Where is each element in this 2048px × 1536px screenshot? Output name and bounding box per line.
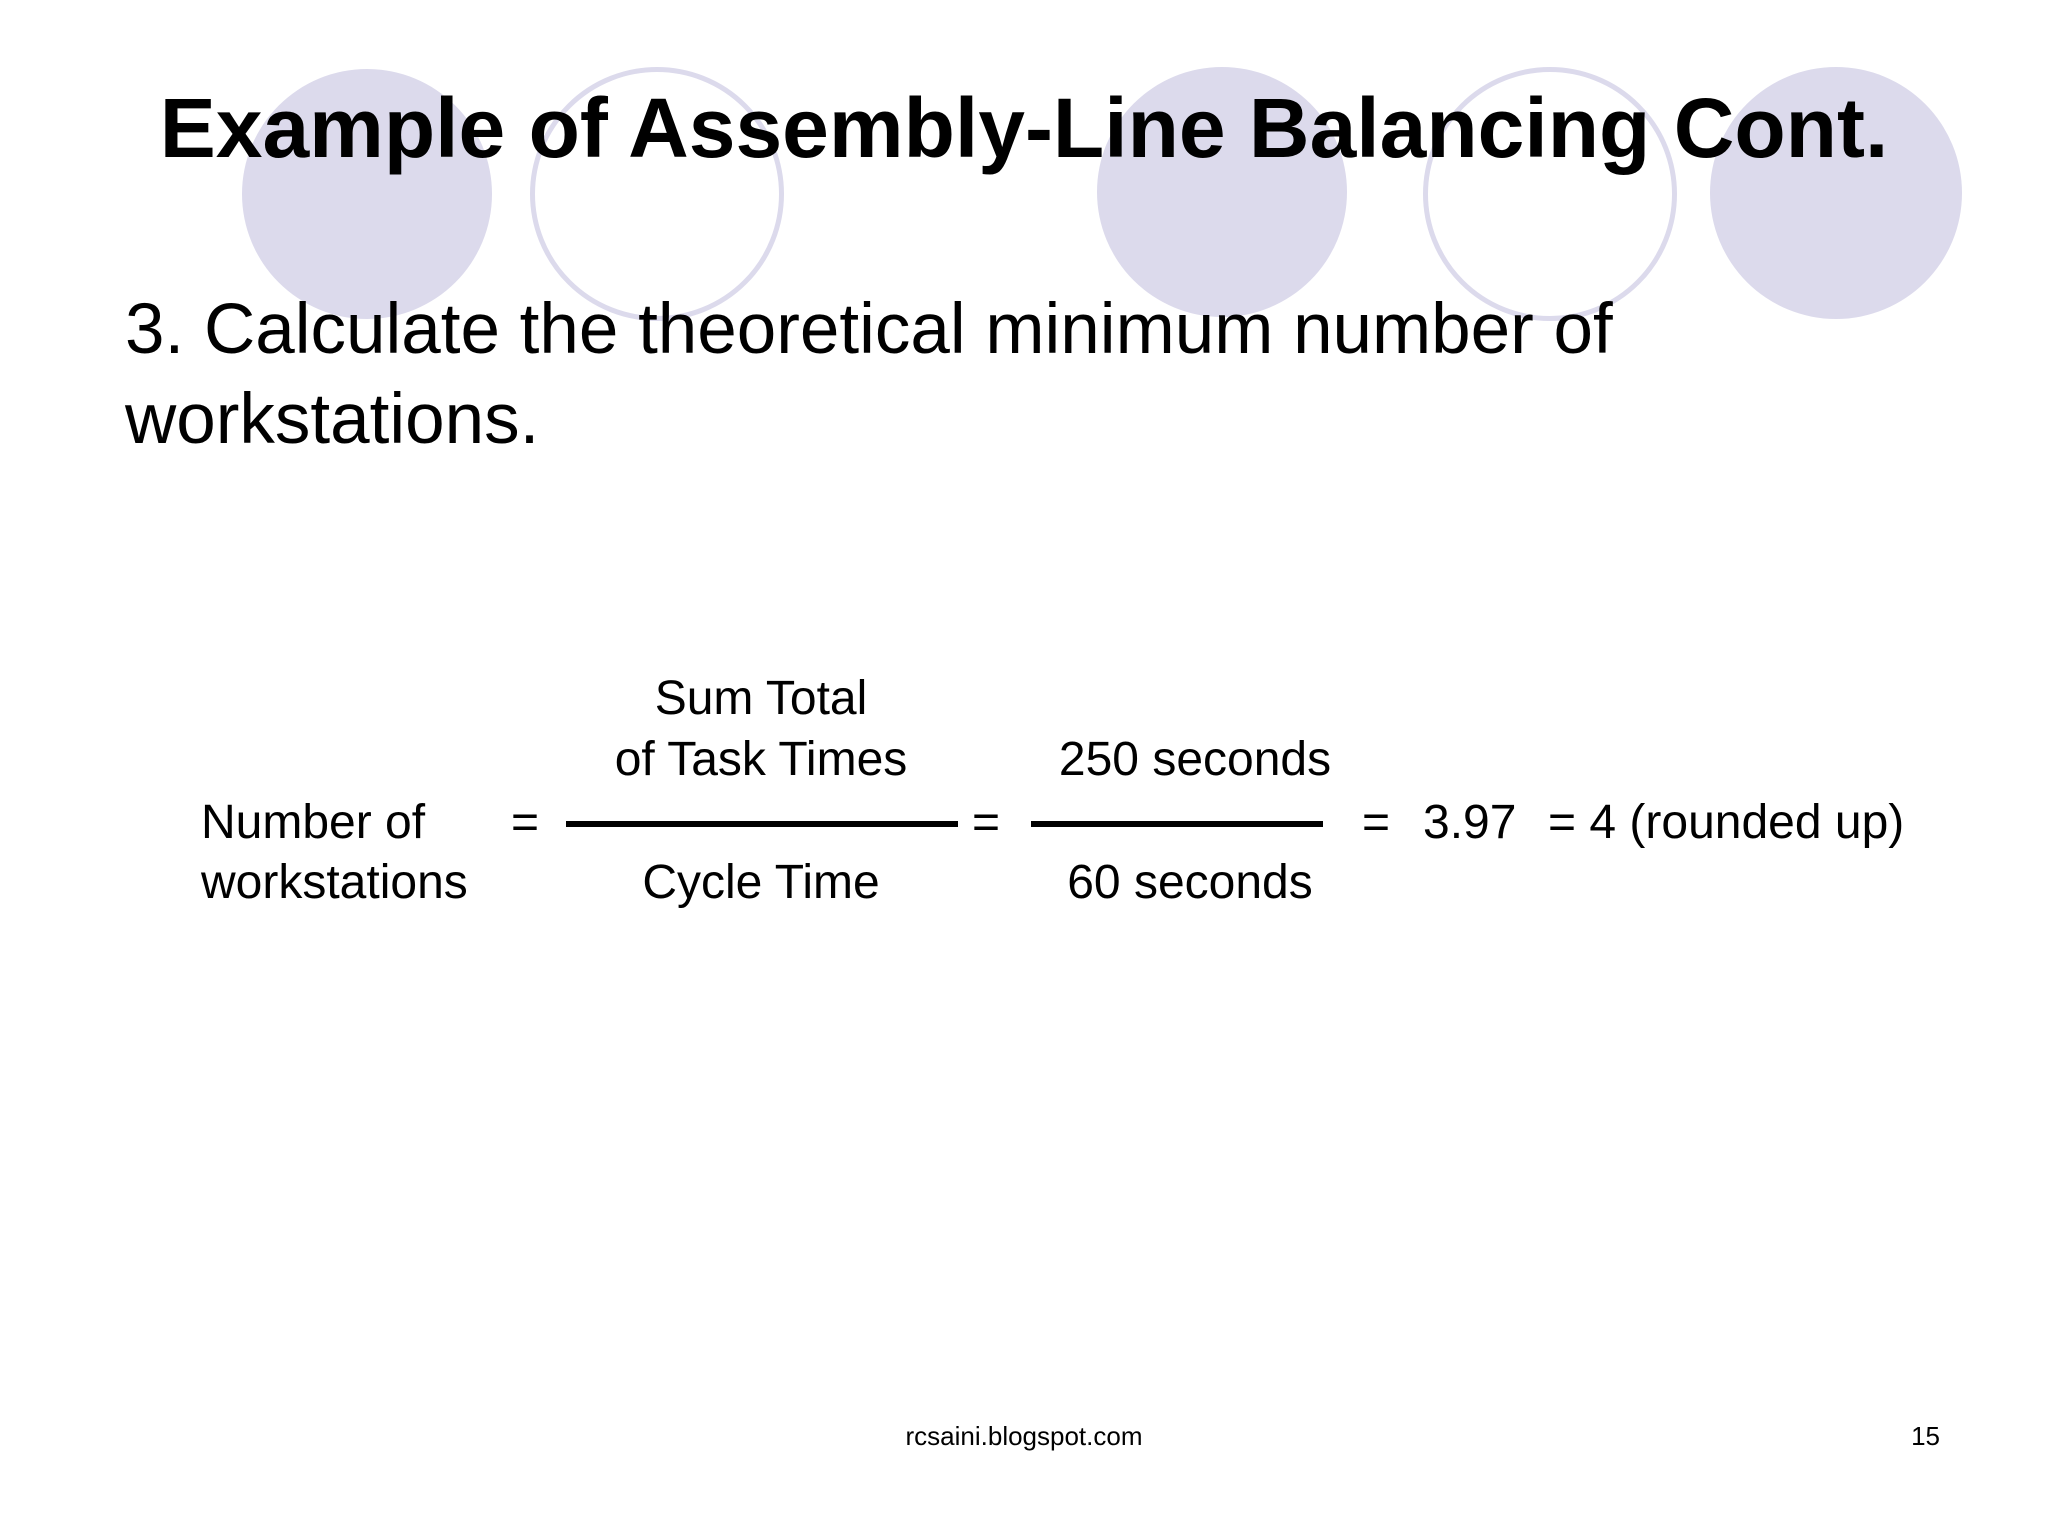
slide-title: Example of Assembly-Line Balancing Cont. xyxy=(159,81,1889,175)
formula-equals-1: = xyxy=(511,796,540,849)
formula-numerator-line1: Sum Total xyxy=(654,672,868,725)
fraction-bar-2 xyxy=(1031,821,1323,827)
formula-lhs-line2: workstations xyxy=(201,856,468,909)
formula-denominator: Cycle Time xyxy=(642,856,880,909)
formula-numerator-line2: of Task Times xyxy=(614,733,908,786)
formula-result: 3.97 xyxy=(1423,796,1517,849)
formula-equals-3: = xyxy=(1362,796,1391,849)
footer-source: rcsaini.blogspot.com xyxy=(905,1421,1143,1451)
fraction-bar-1 xyxy=(566,821,958,827)
formula-value-denominator: 60 seconds xyxy=(1067,856,1313,909)
formula-equals-2: = xyxy=(972,796,1001,849)
formula-rounded: = 4 (rounded up) xyxy=(1548,796,1905,849)
formula-lhs-line1: Number of xyxy=(201,796,426,849)
formula-value-numerator: 250 seconds xyxy=(1058,733,1332,786)
step-text: 3. Calculate the theoretical minimum number of workstations. xyxy=(125,290,1613,459)
page-number: 15 xyxy=(1911,1421,1940,1451)
